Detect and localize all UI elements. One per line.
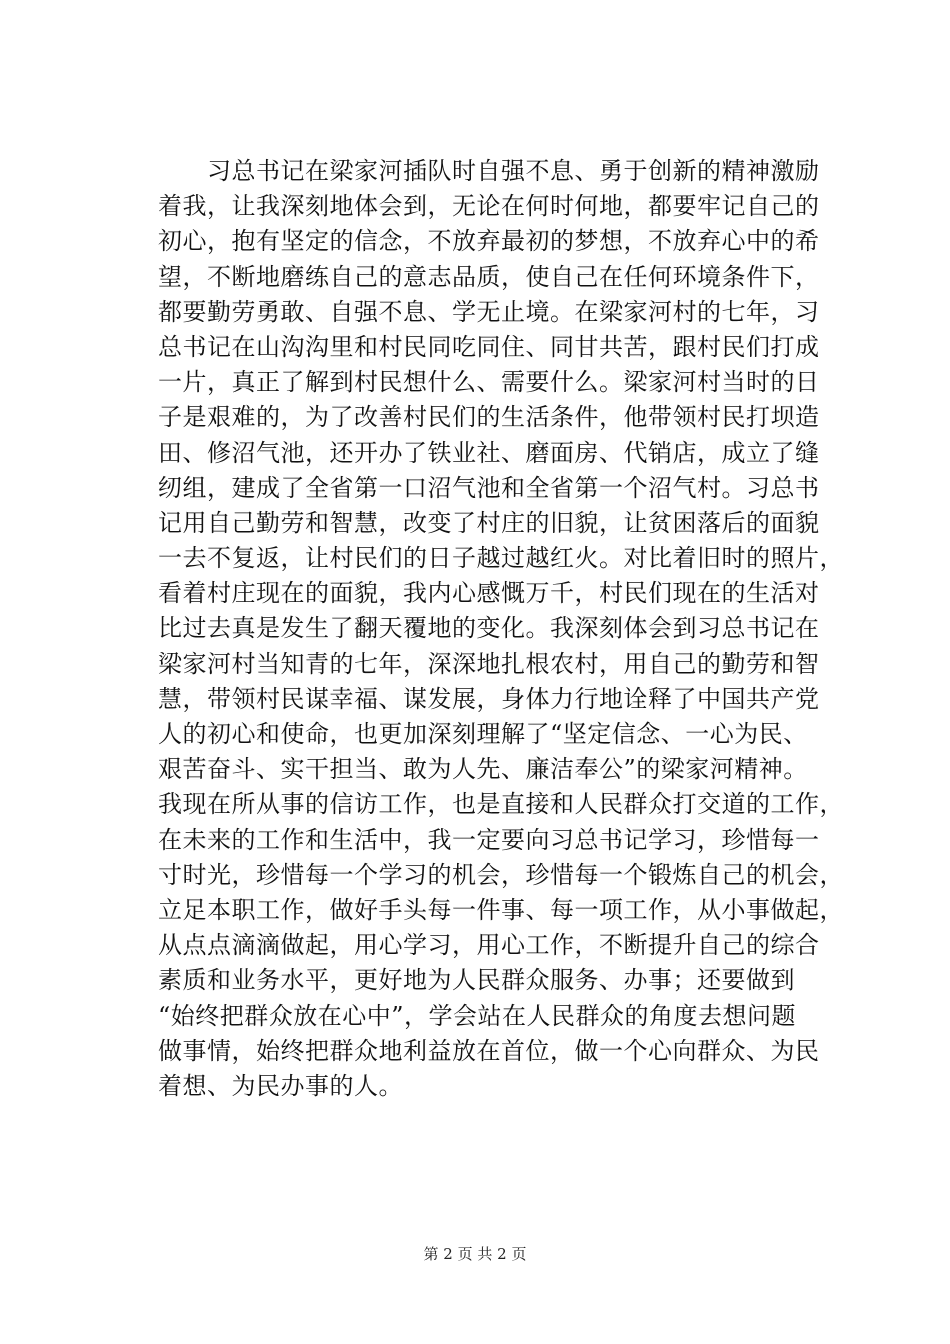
text-line: 人的初心和使命，也更加深刻理解了“坚定信念、一心为民、 [158, 720, 808, 748]
text-line: 望，不断地磨练自己的意志品质，使自己在任何环境条件下， [158, 262, 820, 291]
text-line: 习总书记在梁家河插队时自强不息、勇于创新的精神激励 [158, 157, 820, 185]
body-paragraph [158, 154, 844, 1104]
text-line: 总书记在山沟沟里和村民同吃同住、同甘共苦，跟村民们打成 [158, 332, 820, 361]
text-line: 从点点滴滴做起，用心学习，用心工作，不断提升自己的综合 [158, 931, 820, 960]
text-line: 初心，抱有坚定的信念，不放弃最初的梦想，不放弃心中的希 [158, 227, 820, 256]
page-number-label: 第 2 页 共 2 页 [423, 1245, 527, 1263]
text-line: 都要勤劳勇敢、自强不息、学无止境。在梁家河村的七年，习 [158, 297, 820, 326]
text-line: “始终把群众放在心中”，学会站在人民群众的角度去想问题 [158, 1001, 797, 1030]
text-line: 一去不复返，让村民们的日子越过越红火。对比着旧时的照片， [158, 544, 844, 573]
text-line: 慧，带领村民谋幸福、谋发展，身体力行地诠释了中国共产党 [158, 684, 820, 713]
text-line: 素质和业务水平，更好地为人民群众服务、办事；还要做到 [158, 966, 795, 995]
text-line: 子是艰难的，为了改善村民们的生活条件，他带领村民打坝造 [158, 403, 820, 432]
text-line: 立足本职工作，做好手头每一件事、每一项工作，从小事做起， [158, 895, 844, 924]
text-line: 一片，真正了解到村民想什么、需要什么。梁家河村当时的日 [158, 368, 820, 397]
text-line: 寸时光，珍惜每一个学习的机会，珍惜每一个锻炼自己的机会， [158, 860, 844, 889]
text-line: 我现在所从事的信访工作，也是直接和人民群众打交道的工作， [158, 790, 844, 819]
text-line: 记用自己勤劳和智慧，改变了村庄的旧貌，让贫困落后的面貌 [158, 508, 820, 537]
text-line: 看着村庄现在的面貌，我内心感慨万千，村民们现在的生活对 [158, 579, 820, 608]
text-line: 着我，让我深刻地体会到，无论在何时何地，都要牢记自己的 [158, 192, 820, 221]
text-line: 着想、为民办事的人。 [158, 1071, 403, 1100]
text-line: 比过去真是发生了翻天覆地的变化。我深刻体会到习总书记在 [158, 614, 820, 643]
text-line: 梁家河村当知青的七年，深深地扎根农村，用自己的勤劳和智 [158, 649, 820, 678]
text-line: 纫组，建成了全省第一口沼气池和全省第一个沼气村。习总书 [158, 473, 820, 502]
text-line: 在未来的工作和生活中，我一定要向习总书记学习，珍惜每一 [158, 825, 820, 854]
text-line: 艰苦奋斗、实干担当、敢为人先、廉洁奉公”的梁家河精神。 [158, 755, 808, 784]
text-line: 田、修沼气池，还开办了铁业社、磨面房、代销店，成立了缝 [158, 438, 820, 467]
text-line: 做事情，始终把群众地利益放在首位，做一个心向群众、为民 [158, 1036, 820, 1065]
page-footer [0, 1244, 950, 1264]
